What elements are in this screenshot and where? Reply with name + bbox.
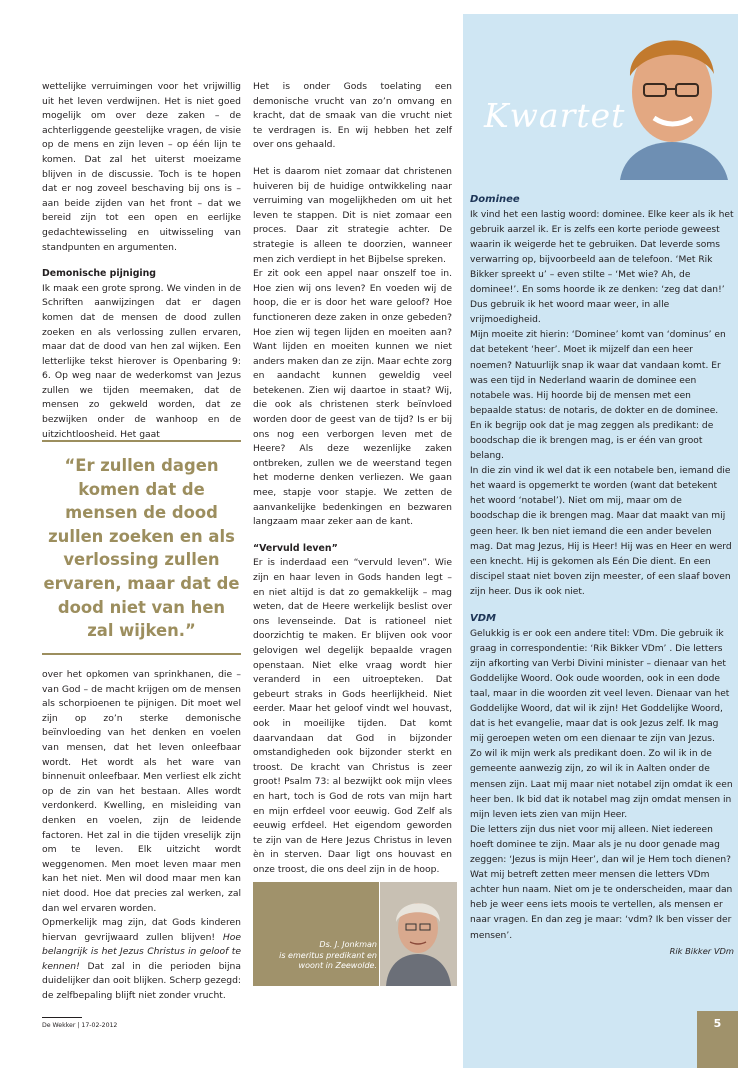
paragraph: Het is onder Gods toelating een demonische vrucht van zo’n omvang en kracht, dat de smaak van die vrucht niet te verdragen is. En wij hebben het zelf over ons gehaald. [253,81,452,151]
sidebar-title: Kwartet [484,96,626,135]
paragraph: Ik vind het een lastig woord: dominee. Elke keer als ik het gebruik aarzel ik. Er is zelfs een korte periode geweest waarin ik weigerde het te gebruiken. Dat leverde soms verwarring op, bijvoorbeeld aan de telefoon. ‘Met Rik Bikker spreekt u’ – even stilte – ‘Met wie? Ah, de dominee!’. En soms hoorde ik ze denken: ‘zeg dat dan!’ Dus gebruik ik het woord maar weer, in alle vrijmoedigheid. [470,209,734,326]
article-column-1 [42,80,241,442]
section-heading: Demonische pijniging [42,268,157,280]
paragraph: Zo wil ik mijn werk als predikant doen. Zo wil ik in de gemeente aanwezig zijn, zo wil ik in Aalten onder de mensen zijn. Laat mij maar niet notabel zijn omdat ik een heer ben. Ik bid dat ik notabel mag zijn omdat mensen in mijn leven iets zien van mijn Heer. [470,749,733,820]
paragraph: Die letters zijn dus niet voor mij alleen. Niet iedereen hoeft dominee te zijn. Maar als je nu door genade mag zeggen: ‘Jezus is mijn Heer’, dan wil je Hem toch dienen? Wat mij betreft zetten meer mensen die letters VDm achter hun naam. Niet om je te onderscheiden, maar dan heb je weer eens iets moois te vertellen, als mensen er naar vragen. En dan zeg je maar: ‘vdm? Ik ben visser der mensen’. [470,824,733,941]
paragraph: Gelukkig is er ook een andere titel: VDm. Die gebruik ik graag in correspondentie: ‘Rik Bikker VDm’ . Die letters zijn afkorting van Verbi Divini minister – dienaar van het Goddelijke Woord. Ook oude woorden, ook in een dode taal, maar in die woorden zit veel leven. Dienaar van het Goddelijke Woord, dat wil ik zijn! Het Goddelijke Woord, dat is het evangelie, maar dat is ook Jezus zelf. Ik mag mij geroepen weten om een dienaar te zijn van Jezus. [470,628,730,745]
sidebar-heading: Dominee [470,194,520,205]
paragraph: En ik begrijp ook dat je mag zeggen als predikant: de boodschap die ik brengen mag, is er één van groot belang. [470,420,714,462]
paragraph: Mijn moeite zit hierin: ‘Dominee’ komt van ‘dominus’ en dat betekent ‘heer’. Moet ik mijzelf dan een heer noemen? Natuurlijk snap ik waar dat vandaan komt. Er was een tijd in Nederland waarin de dominee een notabele was. Hij hoorde bij de mensen met een bepaalde status: de notaris, de dokter en de dominee. [470,330,726,416]
paragraph: over het opkomen van sprinkhanen, die – van God – de macht krijgen om de mensen als schorpioenen te pijnigen. Dit moet wel zijn op zo’n sterke demonische beïnvloeding van het denken en voelen van mensen, dat het leven onleefbaar wordt. Het wordt als het ware van binnenuit onleefbaar. Men verliest elk zicht op de zin van het bestaan. Alles wordt verdonkerd. Kwelling, en misleiding van denken en voelen, zijn de leidende factoren. Het zal in die tijden vreselijk zijn om te leven. Elk uitzicht wordt weggenomen. Men moet leven maar men kan het niet. Men wil dood maar men kan niet dood. Hoe dat precies zal werken, zal dan wel ervaren worden. [42,669,241,914]
footer-rule [42,1017,82,1018]
section-heading: “Vervuld leven” [253,542,338,554]
page-number: 5 [697,1011,738,1068]
paragraph: In die zin vind ik wel dat ik een notabele ben, iemand die het waard is opgemerkt te worden (want dat betekent het woord ‘notabel’). Niet om mij, maar om de boodschap die ik brengen mag. Maar dat maakt van mij geen heer. Ik ben niet iemand die een ander bevelen mag. Dat mag Jezus, Hij is Heer! Hij was en Heer en werd een knecht. Hij is gekomen als Eén Die dient. En een discipel staat niet boven zijn meester, of een slaaf boven zijn heer. Dus ik ook niet. [470,466,732,597]
emphasis-text: Hoe belangrijk is het Jezus Christus in geloof te kennen! [42,931,241,972]
author-caption: Ds. J. Jonkman is emeritus predikant en woont in Zeewolde. [279,940,377,971]
paragraph: Er is inderdaad een “vervuld leven”. Wie zijn en haar leven in Gods handen legt – en niet altijd is dat zo gemakkelijk – mag weten, dat de Heere werkelijk beslist over ons levenseinde. Dat is rationeel niet doorzichtig te maken. Er blijven ook voor gelovigen wel degelijk bepaalde vragen openstaan. Niet elke vraag wordt hier veranderd in een uitroepteken. Dat gebeurt straks in Gods heerlijkheid. Niet eerder. Maar het geloof vindt wel houvast, ook in moeilijke tijden. Dat komt daarvandaan dat God in bijzonder omstandigheden ook bijzonder sterkt en troost. De kracht van Christus is zeer groot! Psalm 73: al bezwijkt ook mijn vlees en hart, toch is God de rots van mijn hart en mijn erfdeel voor eeuwig. God Zelf als eeuwig erfdeel. Het eigendom geworden te zijn van de Here Jezus Christus in leven èn in sterven. Daar ligt ons houvast en onze troost, die ons deel zijn in de hoop. [253,557,452,875]
publication-footer: De Wekker | 17-02-2012 [42,1022,118,1029]
pull-quote: “Er zullen dagen komen dat de mensen de dood zullen zoeken en als verlossing zullen ervaren, maar dat de dood niet van hen zal wijken.” [42,440,241,655]
article-column-1-continued [42,668,241,1004]
paragraph: wettelijke verruimingen voor het vrijwillig uit het leven verdwijnen. Het is niet goed mogelijk om over deze zaken – de achterliggende geestelijke vragen, de visie op de mens en zijn leven – op één lijn te komen. Dat zal het uiterst moeizame blijven in de discussie. Toch is te hopen dat er nog zoveel beschaving bij ons is – aan beide zijden van het front – dat we bereid zijn tot een open en eerlijke gedachtewisseling en uitwisseling van standpunten en argumenten. [42,81,241,253]
paragraph: Er zit ook een appel naar onszelf toe in. Hoe zien wij ons leven? En voeden wij de hoop, die er is door het ware geloof? Hoe functioneren deze zaken in onze gebeden? Hoe zien wij tegen lijden en moeiten aan? Want lijden en moeiten kunnen we niet anders maken dan ze zijn. Maar echte zorg en aandacht kunnen geweldig veel betekenen. Zien wij daartoe in staat? Wij, die ook als christenen sterk beïnvloed worden door de geest van de tijd? Is er bij ons nog een verborgen leven met de Heere? Als deze wezenlijke zaken ontbreken, zullen we de weerstand tegen het moderne denken verliezen. We gaan mee, stapje voor stapje. We zetten de aanvankelijke bedenkingen en bezwaren langzaam maar zeker aan de kant. [253,268,452,528]
sidebar-heading: VDM [470,613,496,625]
signature: Rik Bikker VDm [669,945,734,956]
sidebar-column [470,193,734,959]
paragraph: Ik maak een grote sprong. We vinden in de Schriften aanwijzingen dat er dagen komen dat de mensen de dood zullen zoeken en als verlossing zullen ervaren, maar dat de dood van hen zal wijken. Een letterlijke tekst hierover is Openbaring 9: 6. Op weg naar de wederkomst van Jezus zullen we tijden meemaken, dat de mensen zo gekweld worden, dat ze bezwijken onder de wanhoop en de uitzichtloosheid. Het gaat [42,282,241,440]
author-photo [380,882,457,986]
paragraph: Opmerkelijk mag zijn, dat Gods kinderen hiervan gevrijwaard zullen blijven! Hoe belangrijk is het Jezus Christus in geloof te kennen! Dat zal in die perioden bijna duidelijker dan ooit blijken. Scherp gezegd: de zelfbepaling blijft niet zonder vrucht. [42,917,241,1002]
article-column-2 [253,80,452,877]
paragraph: Het is daarom niet zomaar dat christenen huiveren bij de huidige ontwikkeling naar verruiming van mogelijkheden om uit het leven te stappen. Dit is niet zomaar een proces. Daar zit strategie achter. De strategie is alleen te doorzien, wanneer men zich verdiept in het Bijbelse spreken. [253,165,452,265]
